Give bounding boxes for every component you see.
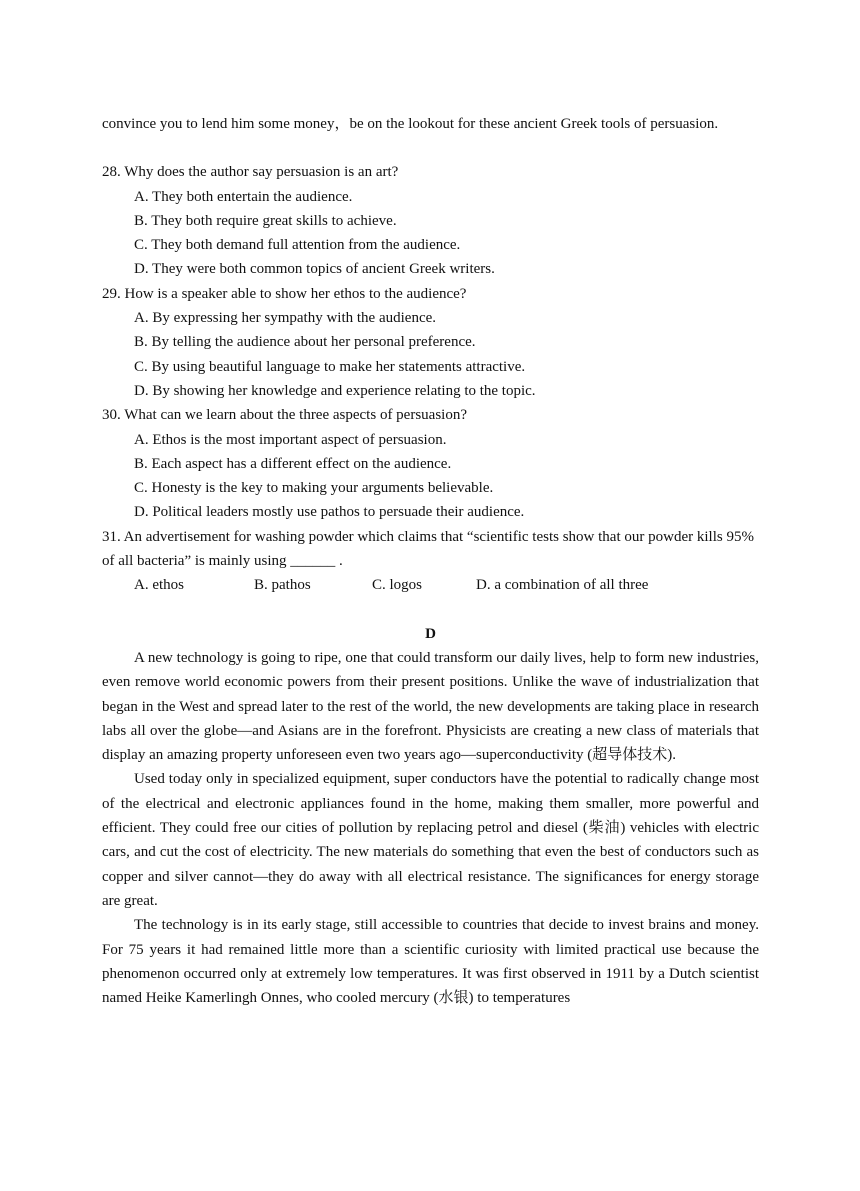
- option-b: B. pathos: [254, 577, 311, 594]
- section-heading: D: [425, 625, 436, 642]
- options-row: [102, 573, 759, 597]
- passage-paragraph: A new technology is going to ripe, one that could transform our daily lives, help to form new industries, even remove world economic powers from their present positions. Unlike the wave of industrialization that began in the West and spread later to the rest of the world, the new developments are taking place in research labs all over the globe—and Asians are in the forefront. Physicists are creating a new class of materials that display an amazing property unforeseen even two years ago—superconductivity (超导体技术).: [102, 649, 759, 764]
- option-d: D. a combination of all three: [476, 577, 649, 594]
- option-a: A. ethos: [134, 577, 184, 594]
- question-stem: 28. Why does the author say persuasion is an art?: [102, 164, 399, 181]
- passage-paragraph: The technology is in its early stage, still accessible to countries that decide to invest brains and money. For 75 years it had remained little more than a scientific curiosity with limited practical use because the phenomenon occurred only at extremely low temperatures. It was first observed in 1911 by a Dutch scientist named Heike Kamerlingh Onnes, who cooled mercury (水银) to temperatures: [102, 917, 759, 1007]
- option-d: D. Political leaders mostly use pathos to persuade their audience.: [134, 504, 525, 521]
- document-page: [102, 112, 759, 1010]
- option-b: B. They both require great skills to achieve.: [134, 212, 397, 229]
- option-a: A. Ethos is the most important aspect of persuasion.: [134, 431, 447, 448]
- question-28: [102, 160, 759, 281]
- question-30: [102, 403, 759, 524]
- option-c: C. By using beautiful language to make her statements attractive.: [134, 358, 526, 375]
- question-stem: 29. How is a speaker able to show her ethos to the audience?: [102, 285, 467, 302]
- question-stem: 31. An advertisement for washing powder which claims that “scientific tests show that our powder kills 95% of all bacteria” is mainly using ______ .: [102, 528, 754, 570]
- question-stem: 30. What can we learn about the three aspects of persuasion?: [102, 407, 467, 424]
- option-c: C. They both demand full attention from the audience.: [134, 237, 461, 254]
- option-c: C. logos: [372, 577, 423, 594]
- option-b: B. Each aspect has a different effect on the audience.: [134, 455, 452, 472]
- spacer: [102, 598, 759, 622]
- question-29: [102, 282, 759, 403]
- spacer: [102, 136, 759, 160]
- option-a: A. They both entertain the audience.: [134, 188, 353, 205]
- option-b: B. By telling the audience about her personal preference.: [134, 334, 476, 351]
- passage-paragraph: Used today only in specialized equipment, super conductors have the potential to radically change most of the electrical and electronic appliances found in the home, making them smaller, more powerful and efficient. They could free our cities of pollution by replacing petrol and diesel (柴油) vehicles with electric cars, and cut the cost of electricity. The new materials do something that even the best of conductors such as copper and silver cannot—they do away with all electrical resistance. The significances for energy storage are great.: [102, 771, 759, 909]
- option-d: D. By showing her knowledge and experience relating to the topic.: [134, 382, 536, 399]
- question-31: [102, 525, 759, 598]
- option-c: C. Honesty is the key to making your arguments believable.: [134, 480, 494, 497]
- intro-text: convince you to lend him some money，be on the lookout for these ancient Greek tools of persuasion.: [102, 116, 719, 132]
- option-d: D. They were both common topics of ancient Greek writers.: [134, 261, 495, 278]
- option-a: A. By expressing her sympathy with the audience.: [134, 310, 437, 327]
